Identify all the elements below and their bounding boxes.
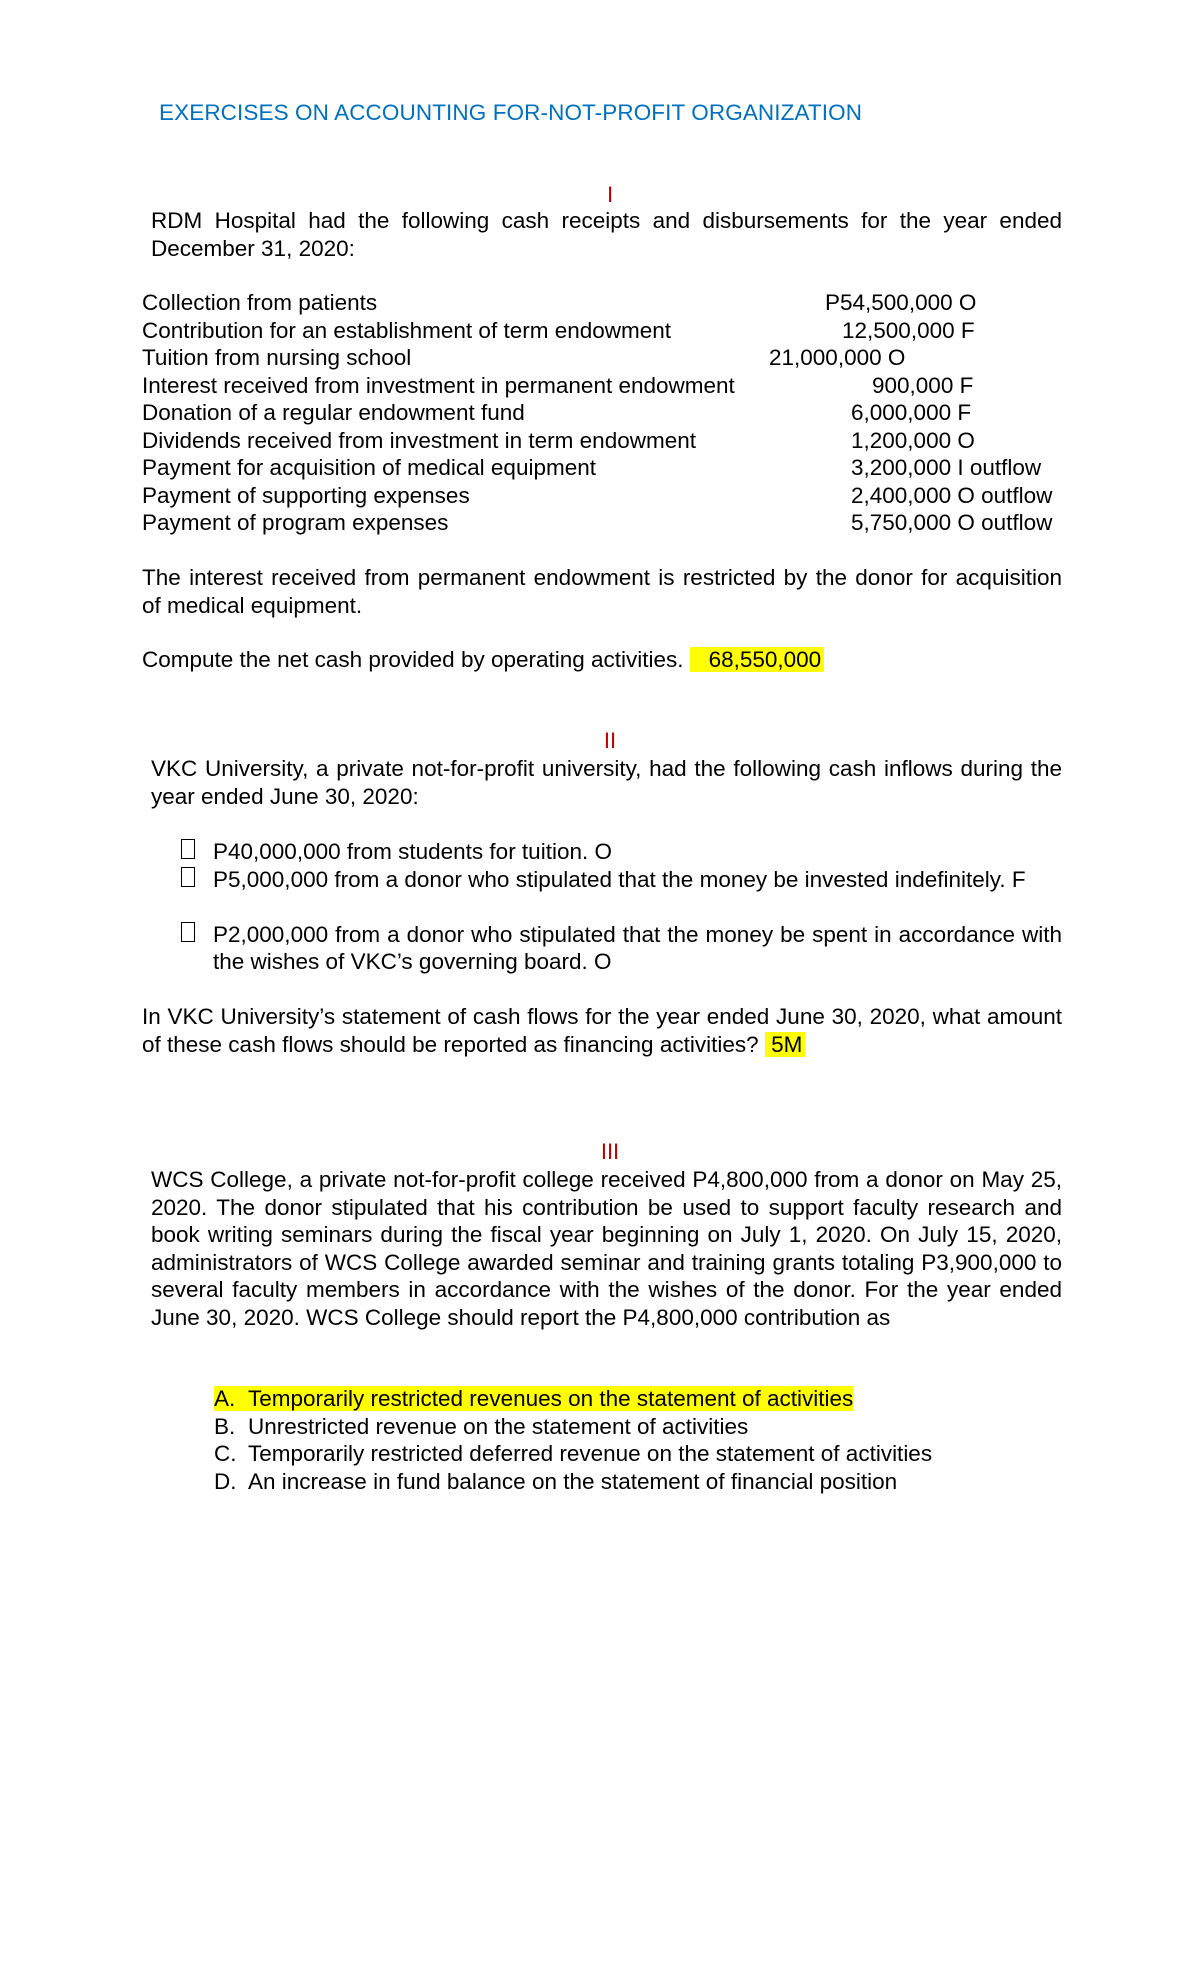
list-item-text: P2,000,000 from a donor who stipulated that the money be spent in accordance with the wishes of VKC’s governing board. O: [213, 921, 1062, 974]
table-row: [142, 372, 1062, 400]
option-a-highlight: [214, 1386, 853, 1411]
document-title: EXERCISES ON ACCOUNTING FOR-NOT-PROFIT ORGANIZATION: [159, 100, 863, 125]
table-row: [142, 509, 1062, 537]
option-text: Temporarily restricted revenues on the statement of activities: [248, 1386, 854, 1411]
row-label: Payment for acquisition of medical equipment: [142, 455, 596, 480]
row-label: Collection from patients: [142, 290, 378, 315]
table-row: [142, 454, 1062, 482]
row-amount: 6,000,000 F: [851, 400, 972, 425]
section-2-question: [142, 1003, 1062, 1058]
row-amount: 12,500,000 F: [842, 317, 975, 343]
option-letter: D.: [214, 1468, 237, 1494]
row-amount: 5,750,000 O outflow: [851, 510, 1053, 535]
option-text: Temporarily restricted deferred revenue on the statement of activities: [248, 1441, 933, 1466]
option-letter: C.: [214, 1441, 237, 1466]
row-label: Contribution for an establishment of term endowment: [142, 317, 672, 343]
list-item-text: P5,000,000 from a donor who stipulated that the money be invested indefinitely. F: [213, 866, 1026, 892]
option-letter: B.: [214, 1413, 236, 1439]
question-text: In VKC University’s statement of cash flows for the year ended June 30, 2020, what amount of these cash flows should be reported as financing activities?: [142, 1004, 1062, 1057]
section-3-intro: WCS College, a private not-for-profit college received P4,800,000 from a donor on May 25, 2020. The donor stipulated that his contribution be used to support faculty research and book writing seminars during the fiscal year beginning on July 1, 2020. On July 15, 2020, administrators of WCS College awarded seminar and training grants totaling P3,900,000 to several faculty members in accordance with the wishes of the donor. For the year ended June 30, 2020. WCS College should report the P4,800,000 contribution as: [151, 1167, 1062, 1330]
row-label: Dividends received from investment in term endowment: [142, 427, 696, 453]
answer-highlight: 68,550,000: [690, 647, 824, 672]
bullet-box-icon: [181, 867, 195, 887]
option-b: [214, 1413, 748, 1441]
question-text: Compute the net cash provided by operating activities.: [142, 647, 684, 672]
row-label: Tuition from nursing school: [142, 345, 412, 370]
option-letter: A.: [214, 1386, 236, 1411]
option-d: [214, 1468, 897, 1496]
row-amount: P54,500,000 O: [825, 290, 977, 315]
option-c: [214, 1440, 932, 1468]
table-row: [142, 482, 1062, 510]
row-label: Payment of program expenses: [142, 510, 449, 535]
table-row: [142, 289, 1062, 317]
table-row: [142, 344, 1062, 372]
section-1-numeral: I: [606, 182, 614, 207]
row-amount: 2,400,000 O outflow: [851, 482, 1053, 508]
row-amount: 3,200,000 I outflow: [851, 455, 1042, 480]
section-1-note: The interest received from permanent endowment is restricted by the donor for acquisition of medical equipment.: [142, 565, 1062, 618]
row-label: Payment of supporting expenses: [142, 482, 470, 508]
option-a: [214, 1385, 853, 1413]
option-text: An increase in fund balance on the statement of financial position: [248, 1468, 898, 1494]
section-1-question: [142, 646, 1062, 674]
row-amount: 21,000,000 O: [769, 345, 906, 370]
section-3-numeral: III: [600, 1139, 620, 1164]
row-label: Interest received from investment in permanent endowment: [142, 372, 735, 398]
bullet-box-icon: [181, 922, 195, 942]
table-row: [142, 317, 1062, 345]
row-amount: 900,000 F: [872, 372, 974, 398]
bullet-box-icon: [181, 839, 195, 859]
row-amount: 1,200,000 O: [851, 427, 975, 453]
list-item-text: P40,000,000 from students for tuition. O: [213, 839, 612, 864]
option-text: Unrestricted revenue on the statement of activities: [248, 1413, 749, 1439]
section-1-intro: RDM Hospital had the following cash receipts and disbursements for the year ended December 31, 2020:: [151, 208, 1062, 261]
answer-highlight: 5M: [765, 1032, 806, 1057]
row-label: Donation of a regular endowment fund: [142, 400, 525, 425]
section-2-intro: VKC University, a private not-for-profit university, had the following cash inflows during the year ended June 30, 2020:: [151, 756, 1062, 809]
table-row: [142, 399, 1062, 427]
section-2-numeral: II: [603, 728, 617, 753]
table-row: [142, 427, 1062, 455]
